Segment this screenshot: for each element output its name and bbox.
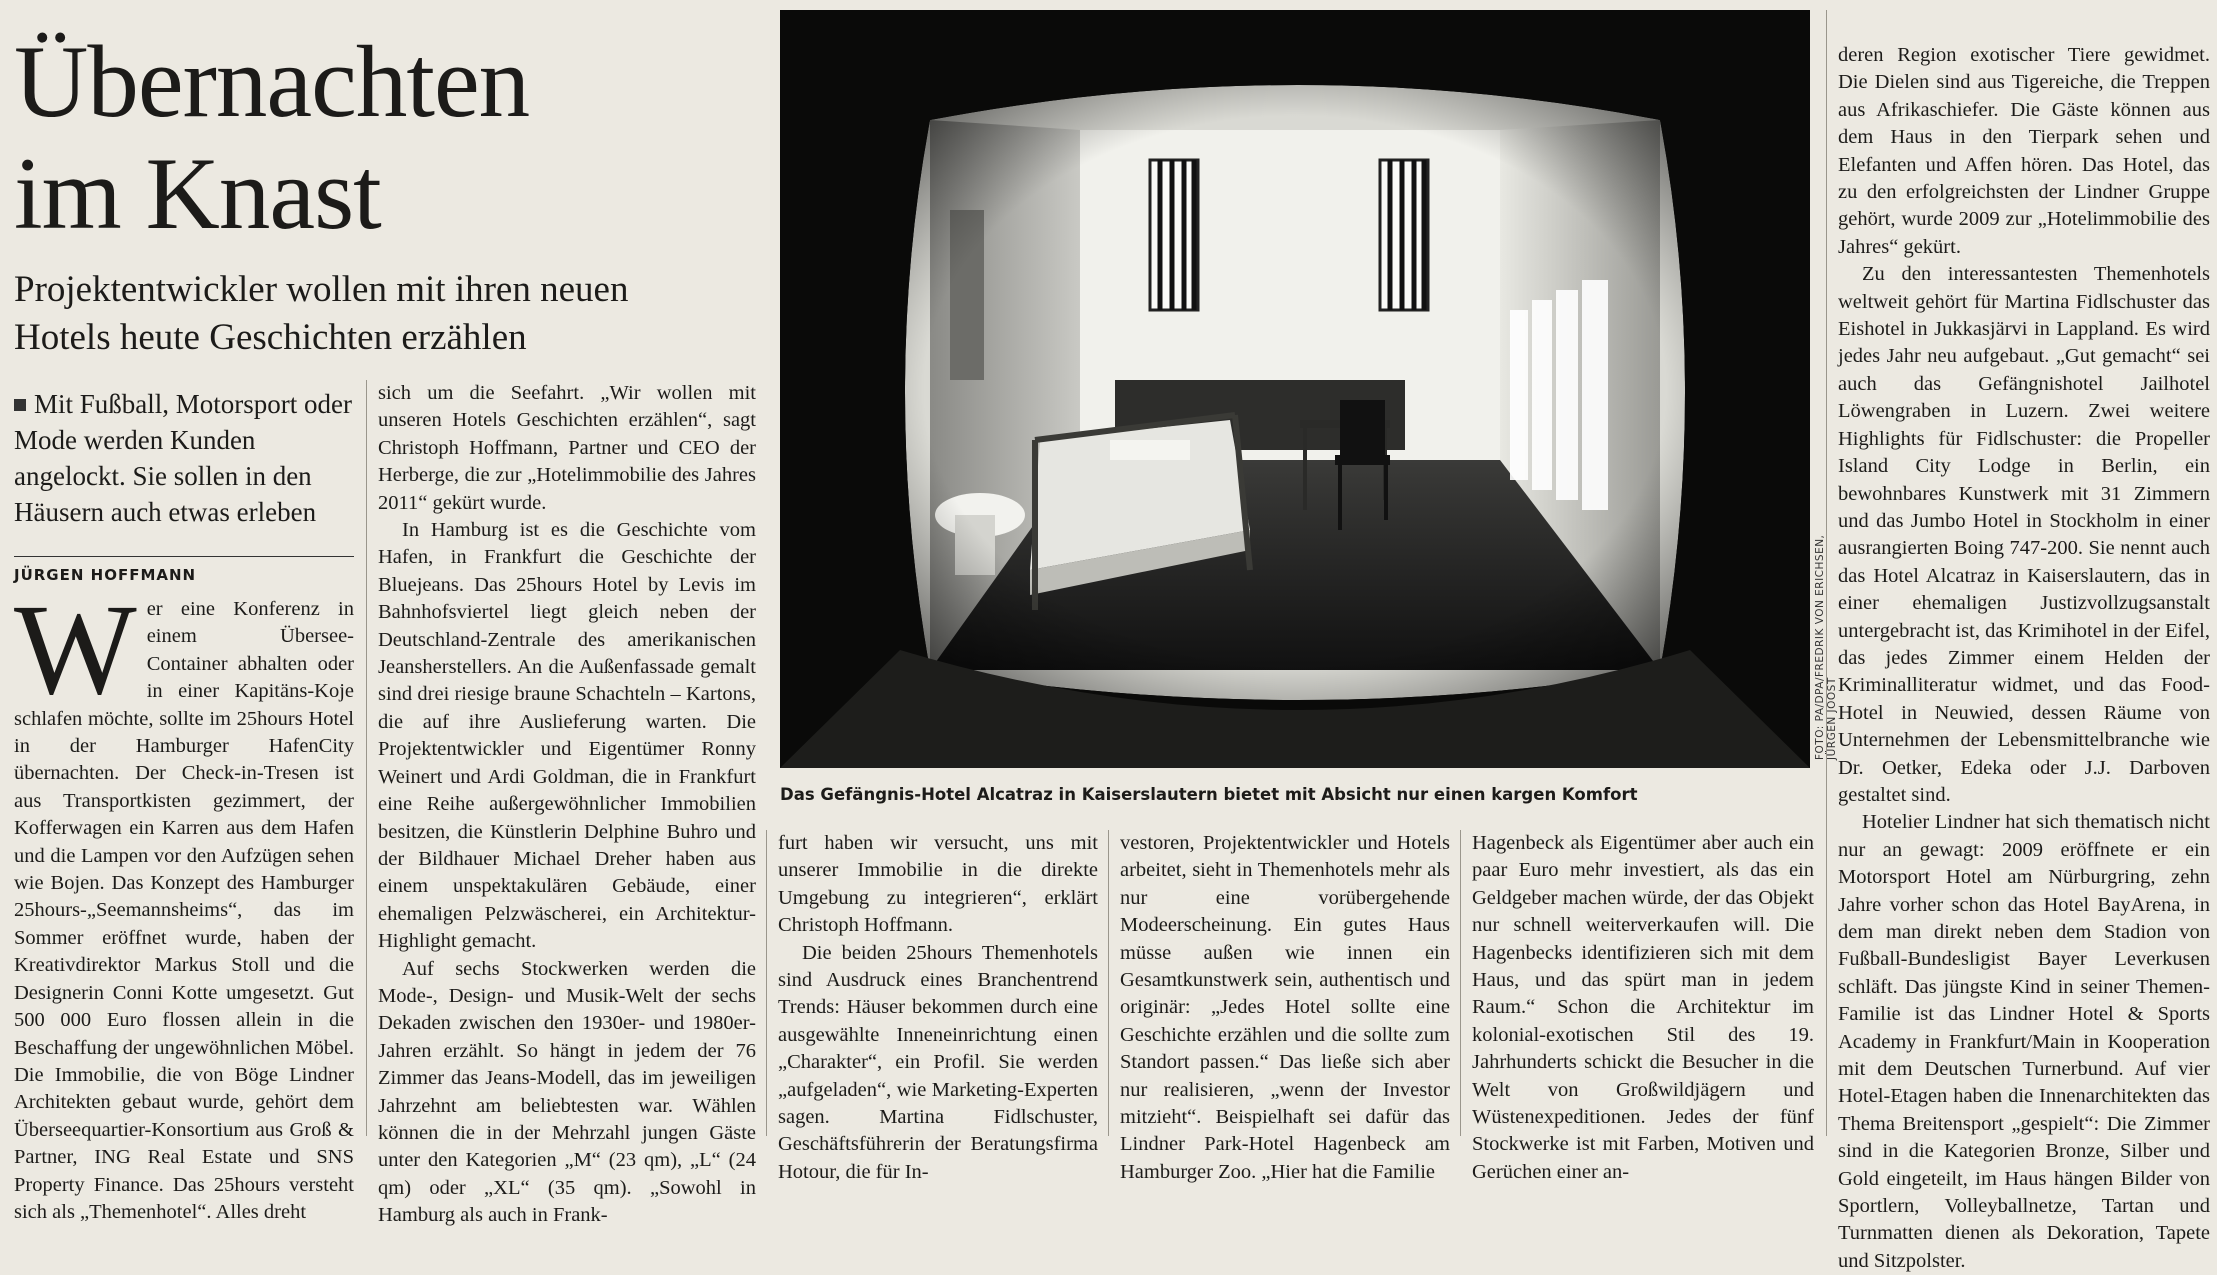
paragraph: er eine Konferenz in einem Übersee-Container abhalten oder in einer Kapitäns-Koje schlafen möchte, sollte im 25hours Hotel in der Hamburger HafenCity übernachten. Der Check-in-Tresen ist aus Transportkisten gezimmert, der Kofferwagen ein Karren aus dem Hafen und die Lampen vor den Aufzügen sehen wie Bojen. Das Konzept des Hamburger 25hours-„Seemannsheims“, das im Sommer eröffnet wurde, haben der Kreativdirektor Markus Stoll und die Designerin Conni Kotte umgesetzt. Gut 500 000 Euro flossen allein in die Beschaffung der ungewöhnlichen Möbel. Die Immobilie, die von Böge Lindner Architekten gebaut wurde, gehört dem Überseequartier-Konsortium aus Groß & Partner, ING Real Estate und SNS Property Finance. Das 25hours versteht sich als „Themenhotel“. Alles dreht bbox=[14, 598, 354, 1223]
paragraph: Zu den interessantesten Themenhotels weltweit gehört für Martina Fidlschuster das Eishotel in Jukkasjärvi in Lappland. Es wird jedes Jahr neu aufgebaut. „Gut gemacht“ sei auch das Gefängnishotel Jailhotel Löwengraben in Luzern. Zwei weitere Highlights für Fidlschuster: die Propeller Island City Lodge in Berlin, ein bewohnbares Kunstwerk mit 31 Zimmern und das Jumbo Hotel in Stockholm in einer ausrangierten Boing 747-200. Sie nennt auch das Hotel Alcatraz in Kaiserslautern, das in einer ehemaligen Justizvollzugsanstalt untergebracht ist, das Krimihotel in der Eifel, das jedes Zimmer einem Helden der Kriminalliteratur widmet, und das Food-Hotel in Neuwied, dessen Räume von Unternehmen der Lebensmittelbranche wie Dr. Oetker, Edeka oder J.J. Darboven gestaltet sind. bbox=[1838, 263, 2210, 806]
headline-line-1: Übernachten bbox=[14, 25, 530, 139]
column-divider bbox=[766, 830, 767, 1136]
paragraph: furt haben wir versucht, uns mit unserer Immobilie in die direkte Umgebung zu integrieren“, erklärt Christoph Hoffmann. bbox=[778, 832, 1098, 937]
subheadline bbox=[14, 266, 754, 362]
paragraph: deren Region exotischer Tiere gewidmet. Die Dielen sind aus Tigereiche, die Treppen aus Afrikaschiefer. Die Gäste können aus dem Haus in den Tierpark sehen und Elefanten und Affen hören. Das Hotel, das zu den erfolgreichsten der Lindner Gruppe gehört, wurde 2009 zur „Hotelimmobilie des Jahres“ gekürt. bbox=[1838, 44, 2210, 258]
column-divider bbox=[1826, 10, 1827, 1136]
paragraph: Hagenbeck als Eigentümer aber auch ein paar Euro mehr investiert, als das ein Geldgeber machen würde, der das Objekt nur schnell weiterverkaufen will. Die Hagenbecks identifizieren sich mit dem Haus, und das spürt man in jedem Raum.“ Schon die Architektur im kolonial-exotischen Stil des 19. Jahrhunderts schickt die Besucher in die Welt von Großwildjägern und Wüstenexpeditionen. Jedes der fünf Stockwerke ist mit Farben, Motiven und Gerüchen einer an- bbox=[1472, 832, 1814, 1183]
teaser bbox=[14, 386, 354, 530]
paragraph: vestoren, Projektentwickler und Hotels arbeitet, sieht in Themenhotels mehr als nur eine vorübergehende Modeerscheinung. Ein gutes Haus müsse außen wie innen ein Gesamtkunstwerk sein, authentisch und originär: „Jedes Hotel sollte eine Geschichte erzählen und die sollte zum Standort passen.“ Das ließe sich aber nur realisieren, „wenn der Investor mitzieht“. Beispielhaft sei dafür das Lindner Park-Hotel Hagenbeck am Hamburger Zoo. „Hier hat die Familie bbox=[1120, 832, 1450, 1183]
headline-line-2: im Knast bbox=[14, 137, 381, 251]
text-column-4 bbox=[1120, 830, 1450, 1183]
article-photo bbox=[780, 10, 1810, 768]
subheadline-line-2: Hotels heute Geschichten erzählen bbox=[14, 317, 527, 358]
drop-cap: W bbox=[14, 578, 137, 722]
headline bbox=[14, 26, 754, 250]
author-byline: JÜRGEN HOFFMANN bbox=[14, 566, 197, 584]
text-column-2 bbox=[378, 380, 756, 1227]
text-column-3 bbox=[778, 830, 1098, 1183]
paragraph: In Hamburg ist es die Geschichte vom Hafen, in Frankfurt die Geschichte der Bluejeans. Das 25hours Hotel by Levis im Bahnhofsviertel liegt gleich neben der Deutschland-Zentrale des amerikanischen Jeansherstellers. An die Außenfassade gemalt sind drei riesige braune Schachteln – Kartons, die auf ihre Auslieferung warten. Die Projektentwickler und Eigentümer Ronny Weinert und Ardi Goldman, die in Frankfurt eine Reihe außergewöhnlicher Immobilien besitzen, die Künstlerin Delphine Buhro und der Bildhauer Michael Dreher haben aus einem unspektakulären Gebäude, einer ehemaligen Pelzwäscherei, ein Architektur-Highlight gemacht. bbox=[378, 519, 756, 953]
photo-caption: Das Gefängnis-Hotel Alcatraz in Kaiserslautern bietet mit Absicht nur einen kargen Komfort bbox=[780, 785, 1638, 804]
column-divider bbox=[1460, 830, 1461, 1136]
photo-credit: FOTO: PA/DPA/FREDRIK VON ERICHSEN, JÜRGEN JOOST bbox=[1814, 534, 1838, 760]
teaser-text: Mit Fußball, Motorsport oder Mode werden Kunden angelockt. Sie sollen in den Häusern auch etwas erleben bbox=[14, 389, 352, 527]
prison-cell-photo bbox=[780, 10, 1810, 768]
subheadline-line-1: Projektentwickler wollen mit ihren neuen bbox=[14, 269, 629, 310]
paragraph: Auf sechs Stockwerken werden die Mode-, Design- und Musik-Welt der sechs Dekaden zwischen den 1930er- und 1980er-Jahren erzählt. So hängt in jedem der 76 Zimmer das Jeans-Modell, das im jeweiligen Jahrzehnt am beliebtesten war. Wählen können die in der Mehrzahl jungen Gäste unter den Kategorien „M“ (23 qm), „L“ (24 qm) oder „XL“ (35 qm). „Sowohl in Hamburg als auch in Frank- bbox=[378, 957, 756, 1227]
text-column-1 bbox=[14, 578, 354, 1223]
byline-divider bbox=[14, 556, 354, 557]
paragraph: Die beiden 25hours Themenhotels sind Ausdruck eines Branchentrend Trends: Häuser bekommen durch eine ausgewählte Inneneinrichtung einen „Charakter“, ein Profil. Sie werden „aufgeladen“, wie Marketing-Experten sagen. Martina Fidlschuster, Geschäftsführerin der Beratungsfirma Hotour, die für In- bbox=[778, 941, 1098, 1183]
paragraph: sich um die Seefahrt. „Wir wollen mit unseren Hotels Geschichten erzählen“, sagt Christoph Hoffmann, Partner und CEO der Herberge, die zur „Hotelimmobilie des Jahres 2011“ gekürt wurde. bbox=[378, 382, 756, 514]
paragraph: Hotelier Lindner hat sich thematisch nicht nur an gewagt: 2009 eröffnete er ein Motorsport Hotel am Nürburgring, zehn Jahre vorher schon das Hotel BayArena, in dem man direkt neben dem Stadion von Fußball-Bundesligist Bayer Leverkusen schläft. Das jüngste Kind in seiner Themen-Familie ist das Lindner Hotel & Sports Academy in Frankfurt/Main in Kooperation mit dem Deutschen Turnerbund. Auf vier Hotel-Etagen haben die Innenarchitekten das Thema Breitensport „gespielt“: Die Zimmer sind in die Kategorien Bronze, Silber und Gold eingeteilt, im Haus hängen Bilder von Sportlern, Volleyballnetze, Tartan und Turnmatten dienen als Dekoration, Tapete und Sitzpolster. bbox=[1838, 811, 2210, 1272]
text-column-5 bbox=[1472, 830, 1814, 1183]
text-column-6 bbox=[1838, 42, 2210, 1272]
bullet-square-icon bbox=[14, 399, 26, 411]
column-divider bbox=[366, 380, 367, 1136]
column-divider bbox=[1108, 830, 1109, 1136]
